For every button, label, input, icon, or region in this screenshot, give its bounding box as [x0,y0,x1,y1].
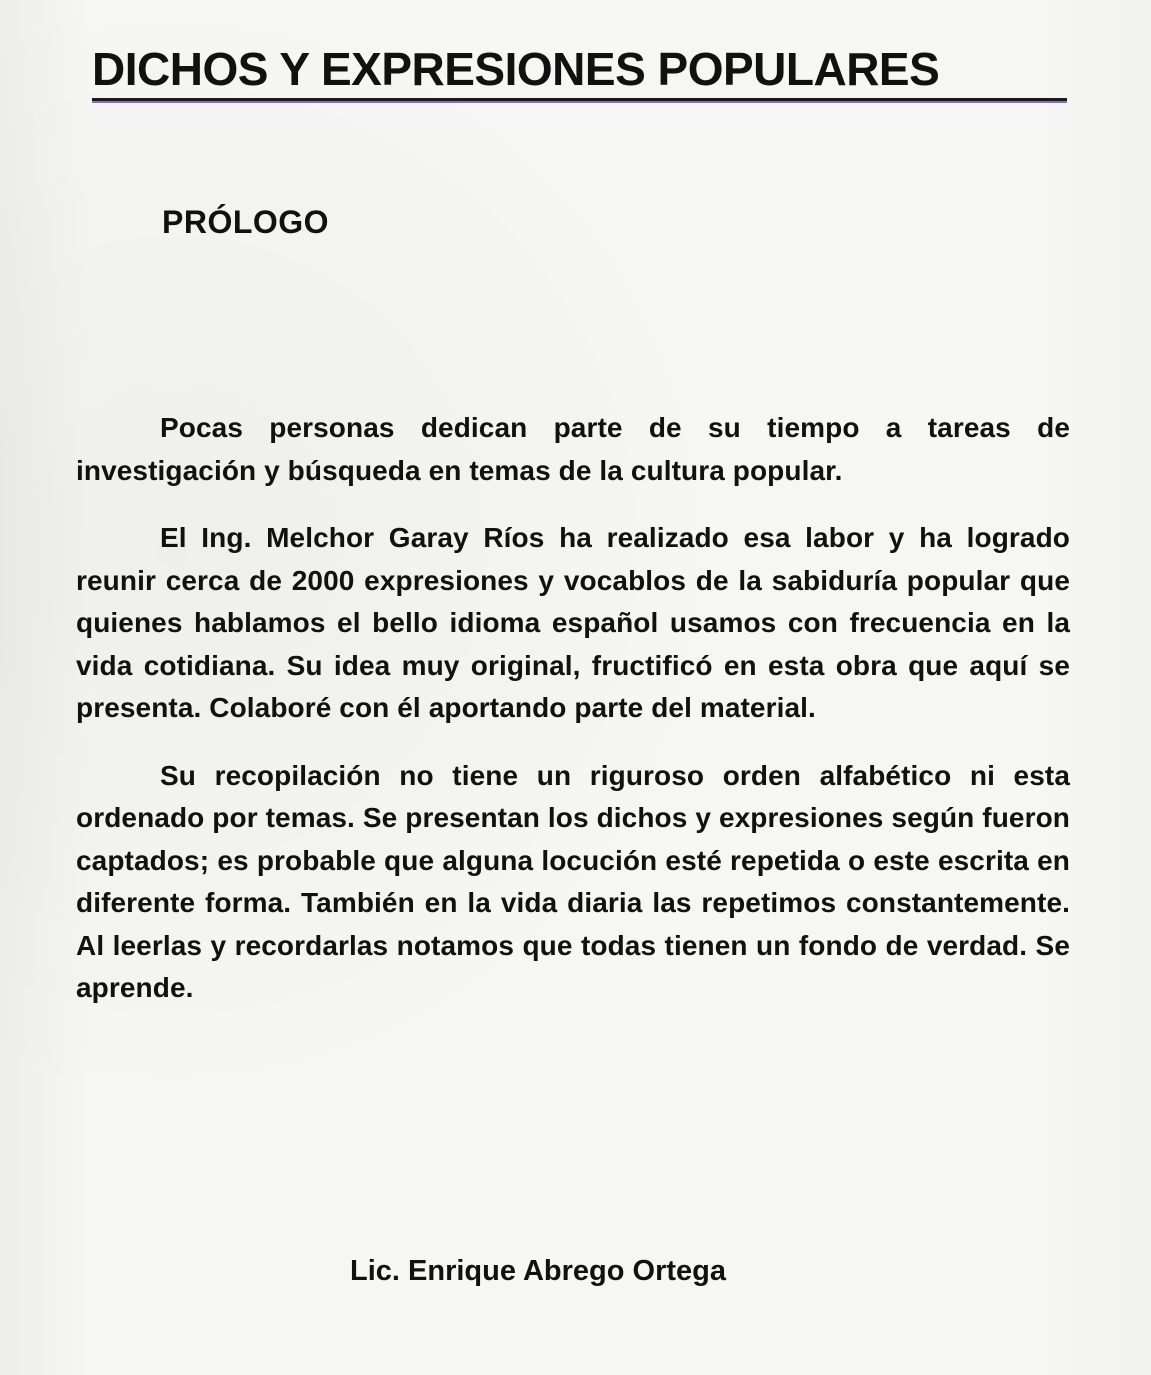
section-heading: PRÓLOGO [162,204,330,240]
author-signature: Lic. Enrique Abrego Ortega [350,1255,726,1287]
prologue-paragraph-3: Su recopilación no tiene un riguroso orden alfabético ni esta ordenado por temas. Se presentan los dichos y expresiones según fueron captados; es probable que alguna locución esté repetida o este escrita en diferente forma. También en la vida diaria las repetimos constantemente. Al leerlas y recordarlas notamos que todas tienen un fondo de verdad. Se aprende. [76,759,1070,1003]
prologue-paragraph-1: Pocas personas dedican parte de su tiempo a tareas de investigación y búsqueda en temas de la cultura popular. [76,412,1070,486]
document-title: DICHOS Y EXPRESIONES POPULARES [92,42,1067,101]
prologue-paragraph-2: El Ing. Melchor Garay Ríos ha realizado esa labor y ha logrado reunir cerca de 2000 expresiones y vocablos de la sabiduría popular que quienes hablamos el bello idioma español usamos con frecuencia en la vida cotidiana. Su idea muy original, fructificó en esta obra que aquí se presenta. Colaboré con él aportando parte del material. [76,522,1070,723]
prologue-body [76,407,1070,1035]
